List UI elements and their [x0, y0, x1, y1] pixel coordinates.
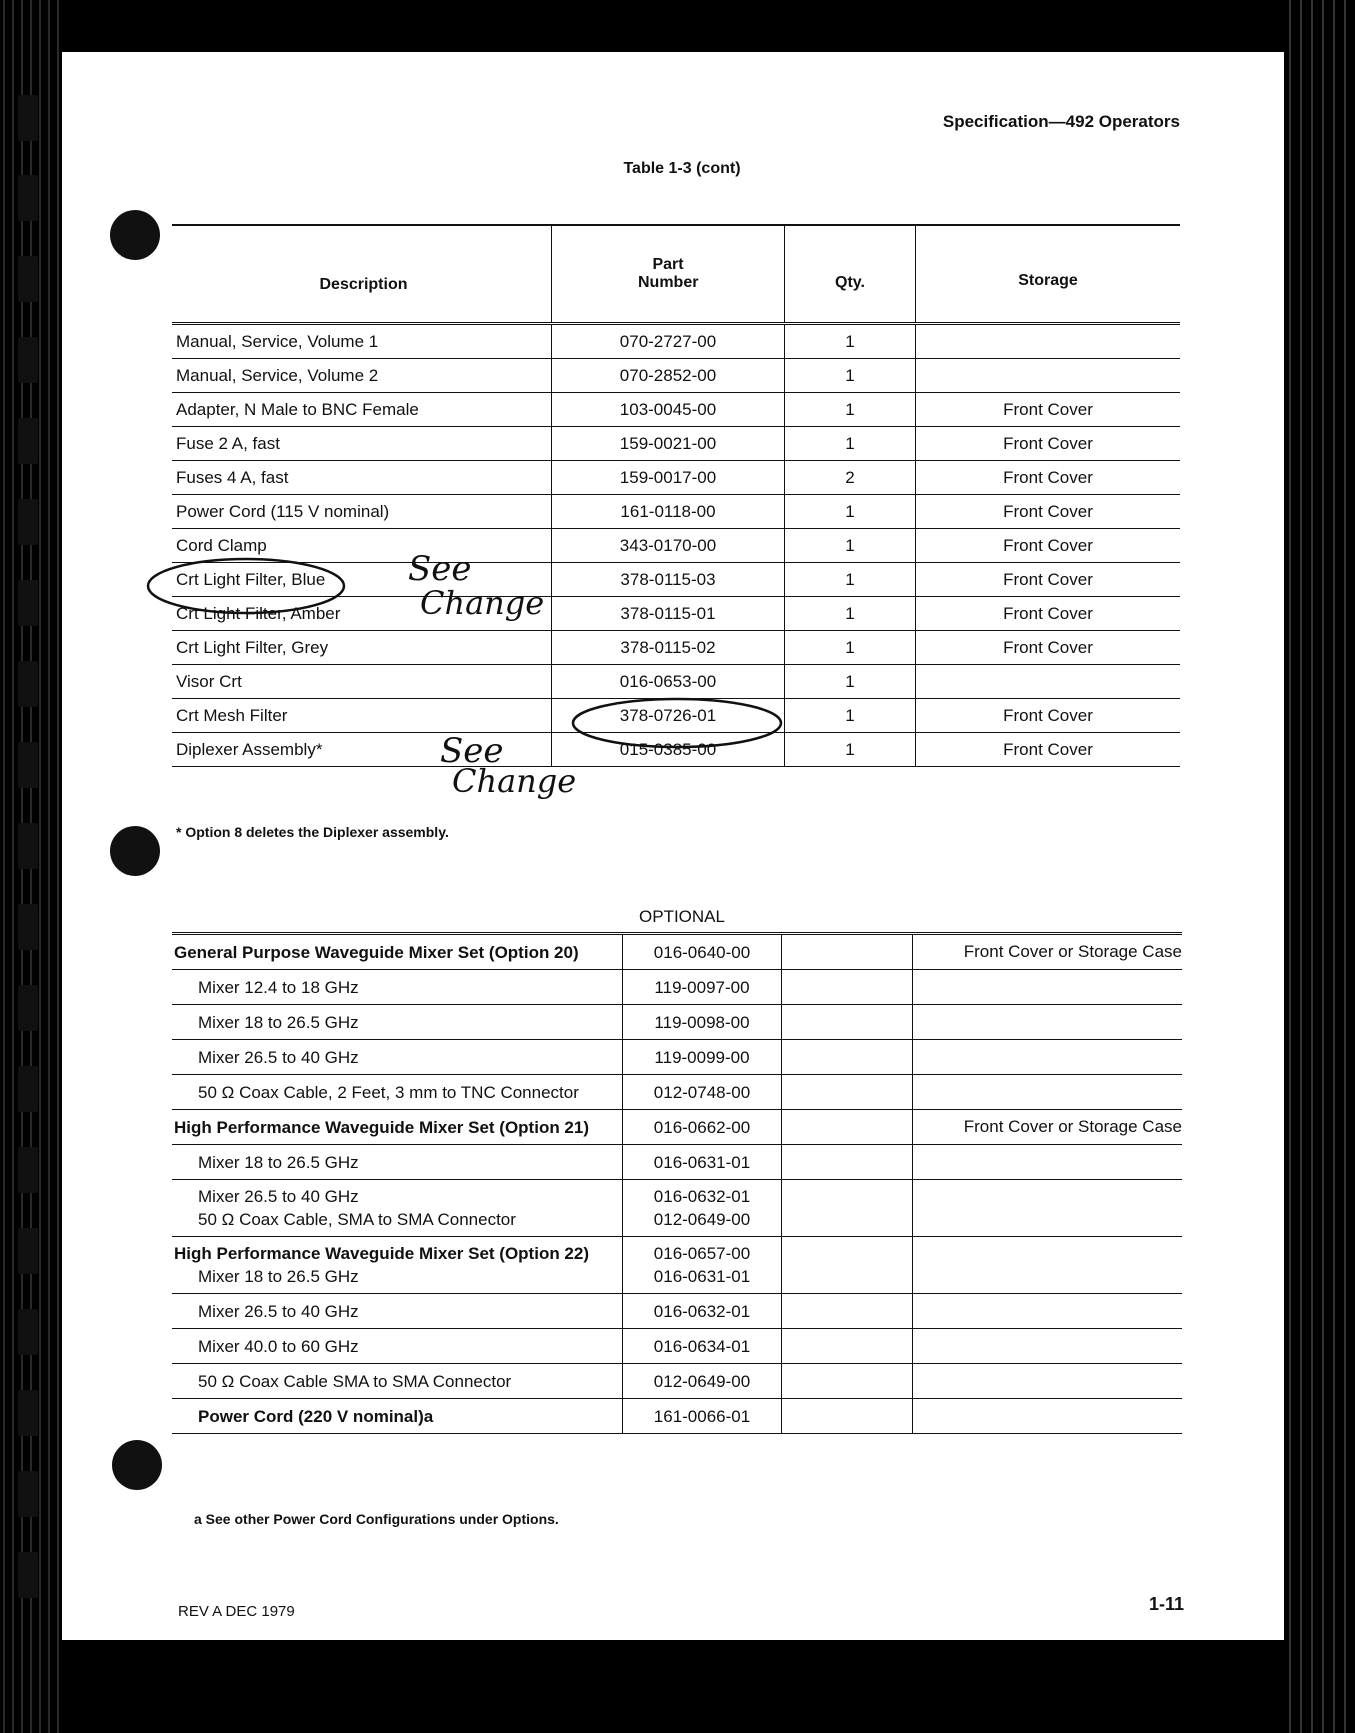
cell-description: Crt Light Filter, Blue: [172, 563, 552, 597]
binder-hole: [18, 1147, 38, 1193]
part-number-line: 119-0099-00: [654, 1047, 750, 1067]
revision-date: REV A DEC 1979: [178, 1603, 295, 1620]
table-row: [172, 529, 1180, 563]
cell-storage: [913, 1237, 1183, 1294]
cell-qty: [782, 1329, 913, 1364]
cell-qty: 1: [785, 393, 916, 427]
cell-qty: 1: [785, 427, 916, 461]
footnote-power-cord: a See other Power Cord Configurations under Options.: [194, 1511, 559, 1527]
column-header-storage: Storage: [916, 225, 1181, 324]
cell-part-number: 378-0115-01: [552, 597, 785, 631]
cell-qty: 1: [785, 495, 916, 529]
part-number-line: 119-0098-00: [654, 1012, 750, 1032]
table-row: [172, 733, 1180, 767]
table-row: [172, 665, 1180, 699]
cell-storage: Front Cover: [916, 461, 1181, 495]
part-number-line: 016-0657-00: [653, 1244, 751, 1263]
table-row: [172, 699, 1180, 733]
table-row: [172, 1294, 1182, 1329]
part-number-line: 012-0649-00: [653, 1210, 751, 1229]
cell-description: [172, 1180, 623, 1237]
cell-storage: [916, 359, 1181, 393]
cell-storage: Front Cover: [916, 495, 1181, 529]
table-row: [172, 1040, 1182, 1075]
cell-description: Adapter, N Male to BNC Female: [172, 393, 552, 427]
description-line: 50 Ω Coax Cable, 2 Feet, 3 mm to TNC Connector: [198, 1082, 579, 1102]
column-header-part-number: Part Number: [552, 225, 785, 324]
cell-qty: 1: [785, 733, 916, 767]
cell-part-number: [623, 1399, 782, 1434]
cell-storage: [913, 1005, 1183, 1040]
cell-part-number: [623, 1294, 782, 1329]
running-title: Specification—492 Operators: [942, 112, 1180, 131]
cell-storage: Front Cover: [916, 699, 1181, 733]
cell-description: [172, 1329, 623, 1364]
cell-description: [172, 1364, 623, 1399]
cell-qty: [782, 934, 913, 970]
cell-description: [172, 1237, 623, 1294]
cell-storage: Front Cover: [916, 733, 1181, 767]
cell-qty: [782, 970, 913, 1005]
binder-hole: [18, 661, 38, 707]
cell-part-number: 378-0115-02: [552, 631, 785, 665]
cell-qty: [782, 1040, 913, 1075]
cell-part-number: [623, 1040, 782, 1075]
cell-description: [172, 1110, 623, 1145]
column-header-qty: Qty.: [785, 225, 916, 324]
cell-storage: [913, 970, 1183, 1005]
cell-description: [172, 1399, 623, 1434]
cell-description: Diplexer Assembly*: [172, 733, 552, 767]
cell-description: Cord Clamp: [172, 529, 552, 563]
optional-section-label: OPTIONAL: [639, 907, 725, 926]
table-row: [172, 1075, 1182, 1110]
cell-qty: 1: [785, 699, 916, 733]
cell-description: [172, 1040, 623, 1075]
binder-hole: [18, 1552, 38, 1598]
cell-description: [172, 970, 623, 1005]
cell-description: [172, 1075, 623, 1110]
cell-part-number: [623, 1005, 782, 1040]
description-line: Mixer 18 to 26.5 GHz: [198, 1012, 359, 1032]
cell-storage: [913, 1399, 1183, 1434]
cell-part-number: [623, 1145, 782, 1180]
table-row: [172, 1180, 1182, 1237]
cell-qty: 1: [785, 359, 916, 393]
binder-hole: [18, 985, 38, 1031]
cell-storage: Front Cover: [916, 597, 1181, 631]
description-line: Mixer 18 to 26.5 GHz: [198, 1267, 359, 1286]
binder-hole: [18, 1471, 38, 1517]
cell-storage: Front Cover: [916, 563, 1181, 597]
cell-description: Manual, Service, Volume 2: [172, 359, 552, 393]
cell-qty: [782, 1294, 913, 1329]
handwritten-change-1: Change: [420, 584, 545, 622]
part-number-line: 016-0640-00: [653, 942, 751, 962]
binder-hole: [18, 175, 38, 221]
description-line: 50 Ω Coax Cable, SMA to SMA Connector: [198, 1210, 516, 1229]
cell-storage: [913, 1329, 1183, 1364]
cell-storage: Front Cover: [916, 427, 1181, 461]
cell-storage: Front Cover: [916, 393, 1181, 427]
cell-storage: [913, 1294, 1183, 1329]
binder-hole: [18, 742, 38, 788]
cell-qty: [782, 1075, 913, 1110]
cell-part-number: 378-0726-01: [552, 699, 785, 733]
table-row: [172, 597, 1180, 631]
part-number-line: 016-0634-01: [653, 1336, 751, 1356]
table-row: [172, 461, 1180, 495]
description-line: Mixer 26.5 to 40 GHz: [198, 1047, 359, 1067]
cell-part-number: 016-0653-00: [552, 665, 785, 699]
cell-part-number: [623, 970, 782, 1005]
cell-part-number: 161-0118-00: [552, 495, 785, 529]
cell-part-number: 159-0021-00: [552, 427, 785, 461]
cell-storage: Front Cover or Storage Case: [913, 1110, 1183, 1145]
cell-part-number: 070-2727-00: [552, 324, 785, 359]
punch-hole: [110, 210, 160, 260]
cell-description: [172, 1145, 623, 1180]
cell-description: Fuse 2 A, fast: [172, 427, 552, 461]
parts-table: [172, 224, 1180, 767]
cell-qty: 1: [785, 597, 916, 631]
description-line: Mixer 40.0 to 60 GHz: [198, 1336, 359, 1356]
cell-storage: [913, 1075, 1183, 1110]
cell-description: Crt Mesh Filter: [172, 699, 552, 733]
cell-part-number: 159-0017-00: [552, 461, 785, 495]
cell-description: [172, 1005, 623, 1040]
cell-description: [172, 1294, 623, 1329]
part-number-line: 016-0631-01: [653, 1267, 751, 1286]
binder-hole: [18, 823, 38, 869]
table-row: [172, 495, 1180, 529]
description-line: General Purpose Waveguide Mixer Set (Option 20): [174, 942, 579, 962]
table-header-row: [172, 225, 1180, 324]
table-row: [172, 359, 1180, 393]
table-row: [172, 324, 1180, 359]
table-row: [172, 563, 1180, 597]
part-number-line: 012-0748-00: [653, 1082, 751, 1102]
table-row: [172, 1145, 1182, 1180]
description-line: Power Cord (220 V nominal)a: [198, 1406, 434, 1426]
table-row: [172, 427, 1180, 461]
part-number-line: 161-0066-01: [653, 1406, 751, 1426]
punch-hole: [110, 826, 160, 876]
page-number: 1-11: [1148, 1594, 1184, 1614]
cell-qty: 1: [785, 529, 916, 563]
part-number-line: 012-0649-00: [653, 1371, 751, 1391]
cell-part-number: [623, 1180, 782, 1237]
binder-hole: [18, 1066, 38, 1112]
description-line: High Performance Waveguide Mixer Set (Option 21): [174, 1117, 590, 1137]
table-row: [172, 1364, 1182, 1399]
cell-qty: [782, 1237, 913, 1294]
binder-hole: [18, 1309, 38, 1355]
part-number-line: 016-0632-01: [653, 1187, 751, 1206]
binder-hole: [18, 904, 38, 950]
cell-qty: 2: [785, 461, 916, 495]
table-row: [172, 393, 1180, 427]
cell-qty: [782, 1399, 913, 1434]
cell-description: Visor Crt: [172, 665, 552, 699]
part-number-line: 119-0097-00: [654, 977, 750, 997]
binder-hole: [18, 418, 38, 464]
part-number-line: 016-0632-01: [653, 1301, 751, 1321]
column-header-description: Description: [172, 225, 552, 324]
cell-part-number: 103-0045-00: [552, 393, 785, 427]
part-number-line: 016-0631-01: [653, 1152, 751, 1172]
cell-qty: [782, 1180, 913, 1237]
binder-hole: [18, 256, 38, 302]
cell-qty: [782, 1110, 913, 1145]
handwritten-change-2: Change: [452, 762, 577, 800]
cell-description: Manual, Service, Volume 1: [172, 324, 552, 359]
cell-part-number: 070-2852-00: [552, 359, 785, 393]
table-row: [172, 1237, 1182, 1294]
cell-storage: Front Cover: [916, 631, 1181, 665]
cell-qty: 1: [785, 563, 916, 597]
optional-parts-table: [172, 932, 1182, 1434]
cell-storage: Front Cover: [916, 529, 1181, 563]
table-row: [172, 934, 1182, 970]
cell-description: [172, 934, 623, 970]
scan-edge-right: [1285, 0, 1355, 1733]
cell-storage: [916, 665, 1181, 699]
cell-storage: [913, 1040, 1183, 1075]
cell-description: Crt Light Filter, Grey: [172, 631, 552, 665]
cell-description: Fuses 4 A, fast: [172, 461, 552, 495]
cell-storage: [913, 1145, 1183, 1180]
cell-part-number: 343-0170-00: [552, 529, 785, 563]
binder-hole: [18, 499, 38, 545]
handwritten-see-1: See: [408, 549, 472, 589]
description-line: 50 Ω Coax Cable SMA to SMA Connector: [198, 1371, 512, 1391]
description-line: Mixer 26.5 to 40 GHz: [198, 1187, 359, 1206]
handwritten-see-2: See: [440, 731, 504, 771]
cell-qty: [782, 1364, 913, 1399]
description-line: High Performance Waveguide Mixer Set (Option 22): [174, 1244, 590, 1263]
cell-qty: 1: [785, 665, 916, 699]
binder-hole: [18, 95, 38, 141]
cell-storage: [913, 1180, 1183, 1237]
footnote-diplexer: * Option 8 deletes the Diplexer assembly.: [176, 824, 449, 840]
cell-part-number: [623, 1237, 782, 1294]
parts-table-body: [172, 324, 1180, 767]
cell-qty: [782, 1005, 913, 1040]
cell-description: Power Cord (115 V nominal): [172, 495, 552, 529]
binder-hole: [18, 1228, 38, 1274]
table-title: Table 1-3 (cont): [623, 160, 741, 177]
optional-table-body: [172, 934, 1182, 1434]
cell-part-number: [623, 1329, 782, 1364]
table-row: [172, 1329, 1182, 1364]
document-page: [62, 52, 1284, 1640]
cell-storage: [913, 1364, 1183, 1399]
cell-part-number: [623, 1110, 782, 1145]
table-row: [172, 970, 1182, 1005]
part-number-line: 016-0662-00: [653, 1117, 751, 1137]
description-line: Mixer 12.4 to 18 GHz: [198, 977, 359, 997]
cell-qty: [782, 1145, 913, 1180]
cell-storage: [916, 324, 1181, 359]
table-row: [172, 1005, 1182, 1040]
description-line: Mixer 26.5 to 40 GHz: [198, 1301, 359, 1321]
cell-part-number: [623, 934, 782, 970]
cell-part-number: 378-0115-03: [552, 563, 785, 597]
punch-hole: [112, 1440, 162, 1490]
cell-part-number: [623, 1364, 782, 1399]
cell-part-number: [623, 1075, 782, 1110]
binder-hole: [18, 1390, 38, 1436]
binder-hole: [18, 580, 38, 626]
cell-description: Crt Light Filter, Amber: [172, 597, 552, 631]
table-row: [172, 1399, 1182, 1434]
description-line: Mixer 18 to 26.5 GHz: [198, 1152, 359, 1172]
cell-part-number: 015-0385-00: [552, 733, 785, 767]
binder-hole: [18, 337, 38, 383]
cell-qty: 1: [785, 324, 916, 359]
table-row: [172, 631, 1180, 665]
table-row: [172, 1110, 1182, 1145]
cell-qty: 1: [785, 631, 916, 665]
cell-storage: Front Cover or Storage Case: [913, 934, 1183, 970]
